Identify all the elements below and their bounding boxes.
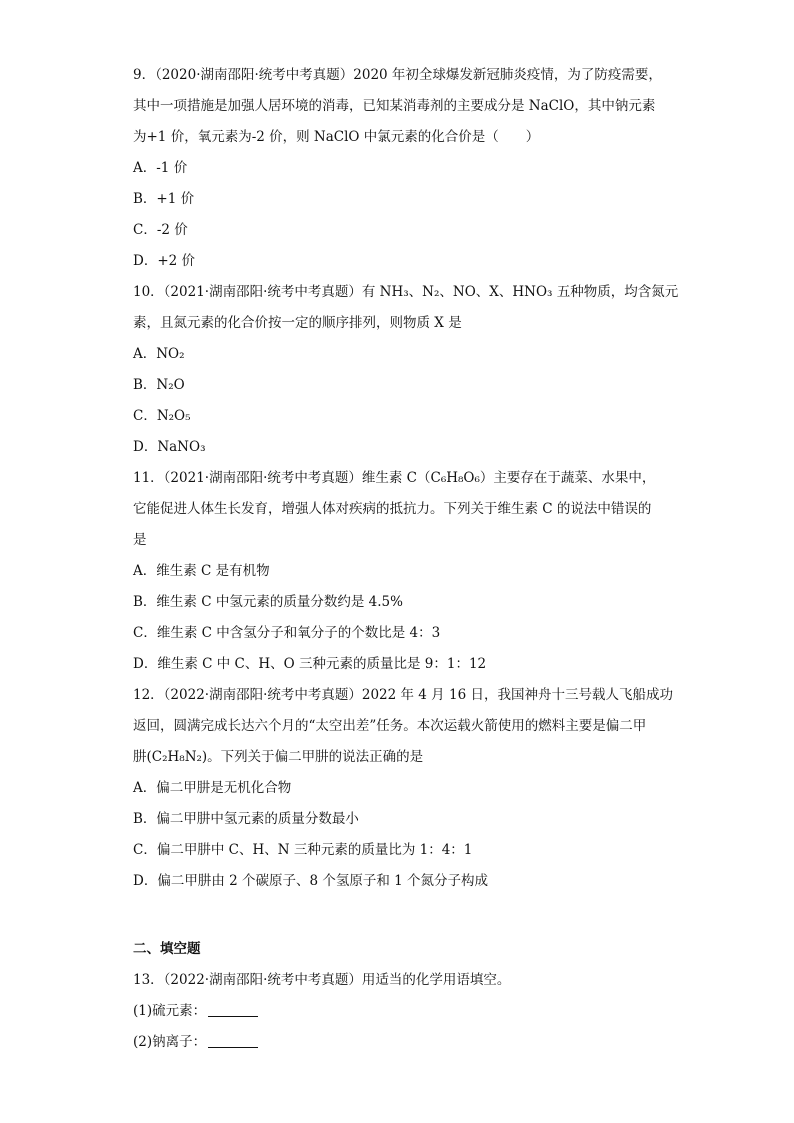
question-stem-line: 13．（2022·湖南邵阳·统考中考真题）用适当的化学用语填空。 (133, 972, 511, 988)
question-stem-line: 9．（2020·湖南邵阳·统考中考真题）2020 年初全球爆发新冠肺炎疫情，为了防疫需要， (133, 67, 662, 83)
option-a: A．维生素 C 是有机物 (133, 563, 270, 579)
question-stem-line: 它能促进人体生长发育，增强人体对疾病的抵抗力。下列关于维生素 C 的说法中错误的 (133, 501, 652, 517)
question-10 (133, 277, 679, 463)
answer-blank[interactable] (208, 1002, 258, 1017)
question-stem-line: 肼(C₂H₈N₂)。下列关于偏二甲肼的说法正确的是 (133, 749, 424, 765)
question-11 (133, 463, 673, 680)
option-b: B．偏二甲肼中氢元素的质量分数最小 (133, 811, 359, 827)
fill-item (133, 1027, 673, 1058)
fill-item-label: (1)硫元素： (133, 1003, 207, 1019)
question-stem-line: 其中一项措施是加强人居环境的消毒，已知某消毒剂的主要成分是 NaClO，其中钠元素 (133, 98, 656, 114)
option-d: D．+2 价 (133, 253, 196, 269)
option-d: D．NaNO₃ (133, 439, 206, 455)
question-stem-line: 是 (133, 532, 147, 548)
option-d: D．维生素 C 中 C、H、O 三种元素的质量比是 9：1：12 (133, 656, 487, 672)
section-title: 二、填空题 (133, 941, 201, 957)
answer-blank[interactable] (208, 1033, 258, 1048)
option-c: C．-2 价 (133, 222, 188, 238)
option-b: B．+1 价 (133, 191, 195, 207)
option-a: A．偏二甲肼是无机化合物 (133, 780, 292, 796)
question-stem-line: 10．（2021·湖南邵阳·统考中考真题）有 NH₃、N₂、NO、X、HNO₃ 五种物质，均含氮元 (133, 284, 679, 300)
question-9 (133, 60, 673, 277)
option-d: D．偏二甲肼由 2 个碳原子、8 个氢原子和 1 个氮分子构成 (133, 873, 489, 889)
document-page (133, 60, 679, 1058)
question-stem-line: 返回，圆满完成长达六个月的“太空出差”任务。本次运载火箭使用的燃料主要是偏二甲 (133, 718, 647, 734)
option-a: A．NO₂ (133, 346, 185, 362)
question-stem-line: 12．（2022·湖南邵阳·统考中考真题）2022 年 4 月 16 日，我国神舟十三号载人飞船成功 (133, 687, 673, 703)
option-c: C．偏二甲肼中 C、H、N 三种元素的质量比为 1：4：1 (133, 842, 473, 858)
question-stem-line: 素，且氮元素的化合价按一定的顺序排列，则物质 X 是 (133, 315, 462, 331)
question-12 (133, 680, 673, 897)
option-a: A．-1 价 (133, 160, 188, 176)
question-stem-line: 11．（2021·湖南邵阳·统考中考真题）维生素 C（C₆H₈O₆）主要存在于蔬菜、水果中， (133, 470, 656, 486)
question-stem-line: 为+1 价，氧元素为-2 价，则 NaClO 中氯元素的化合价是（ ） (133, 129, 540, 145)
question-13 (133, 965, 673, 1058)
option-c: C．N₂O₅ (133, 408, 191, 424)
fill-item (133, 996, 673, 1027)
option-b: B．维生素 C 中氢元素的质量分数约是 4.5% (133, 594, 403, 610)
fill-item-label: (2)钠离子： (133, 1034, 207, 1050)
option-b: B．N₂O (133, 377, 185, 393)
option-c: C．维生素 C 中含氢分子和氧分子的个数比是 4：3 (133, 625, 441, 641)
